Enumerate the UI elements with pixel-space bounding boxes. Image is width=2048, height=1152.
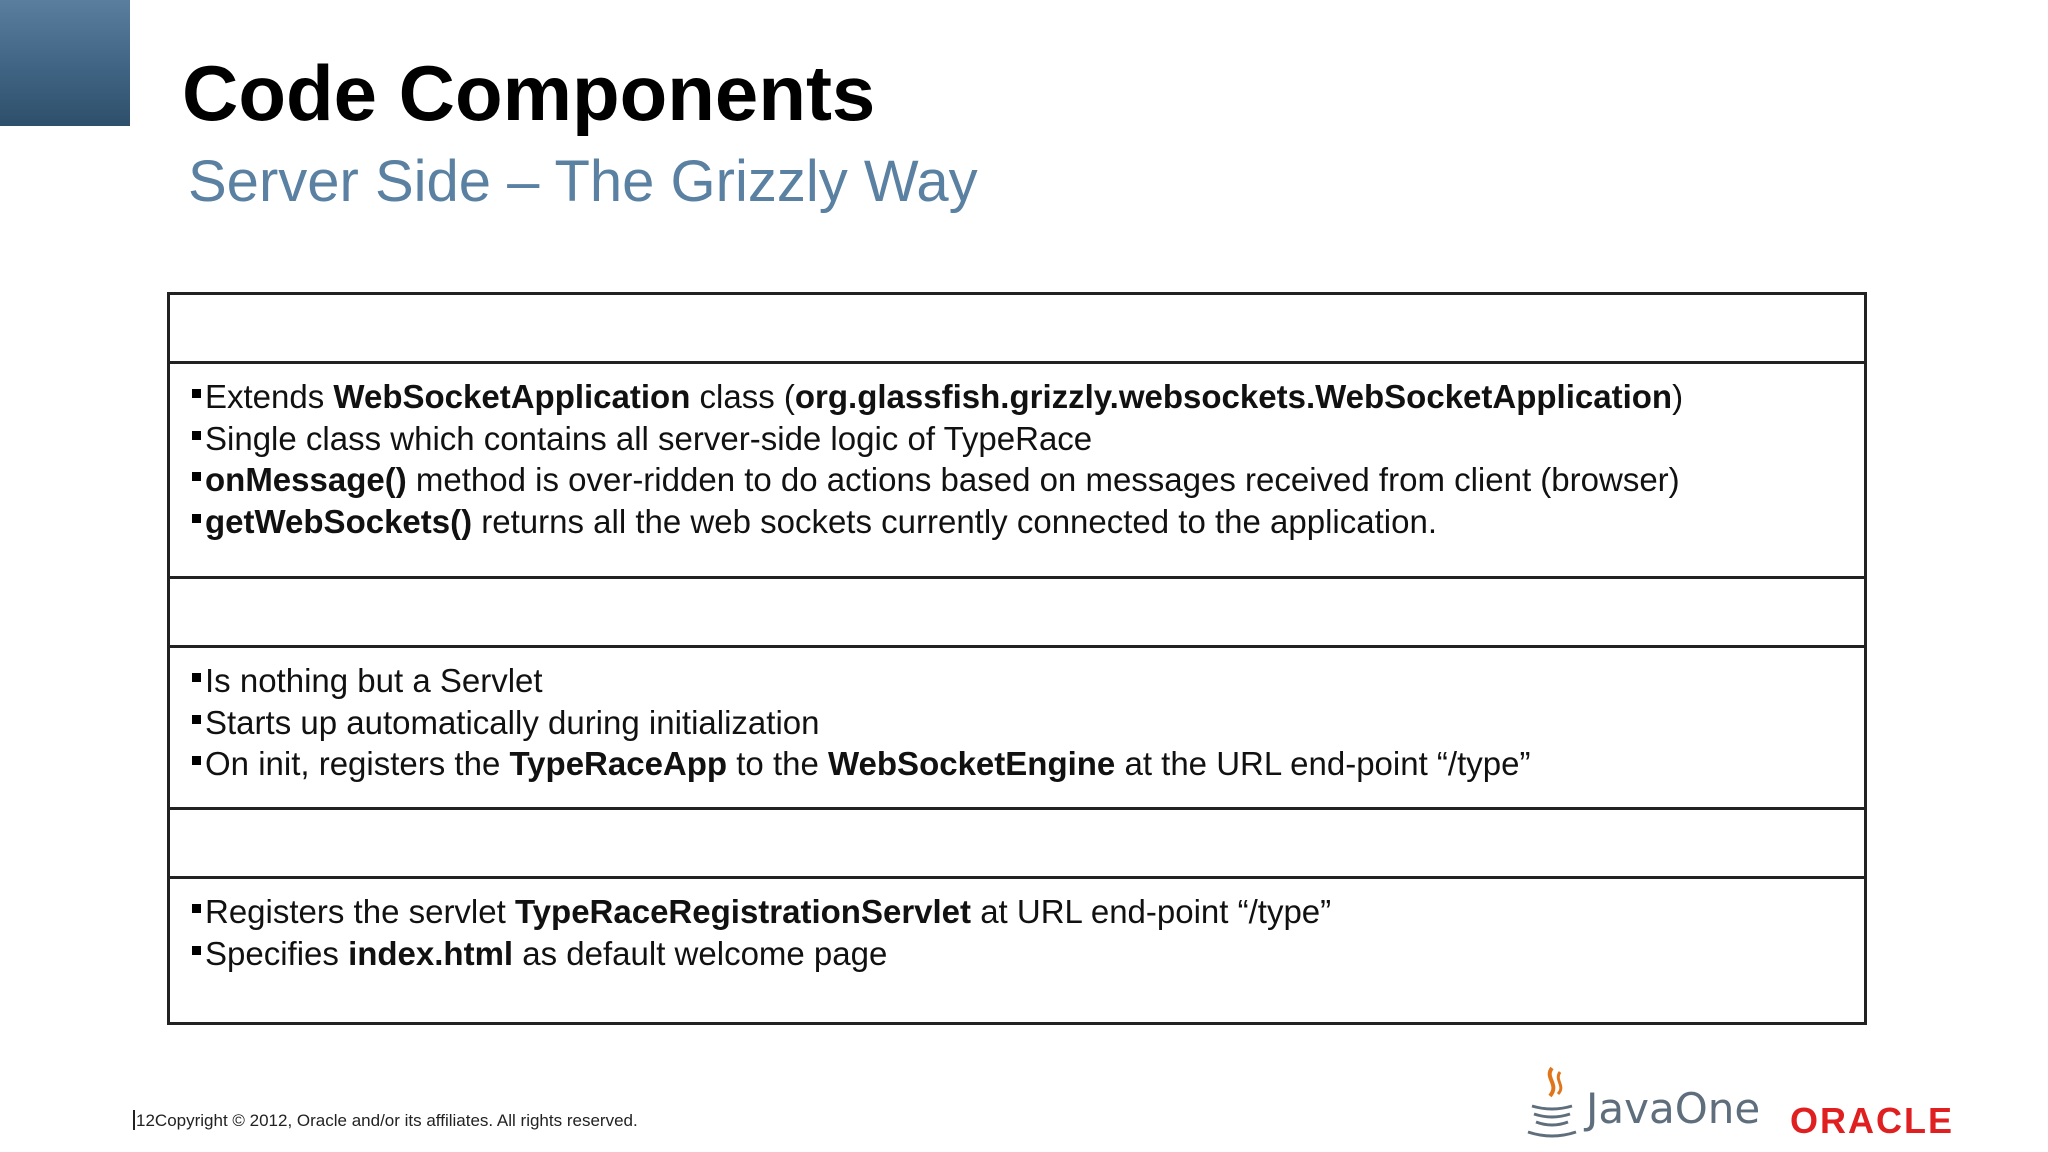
bullet-text-bold: index.html xyxy=(348,934,514,972)
bullet-text-bold: WebSocketEngine xyxy=(828,745,1116,782)
bullet-text: Is nothing but a Servlet xyxy=(205,662,543,699)
bullet-text: method is over-ridden to do actions based on messages received from client (browser) xyxy=(406,461,1680,498)
javaone-logo xyxy=(1522,1062,1762,1142)
bullet-text: at URL end-point “/type” xyxy=(971,893,1332,930)
page-number: 12 xyxy=(136,1111,155,1130)
bullet-text-bold: getWebSockets() xyxy=(205,502,473,540)
table-body-row xyxy=(170,364,1864,579)
content-table xyxy=(167,292,1867,1025)
bullet-item xyxy=(192,743,1842,785)
footer-divider xyxy=(133,1110,135,1130)
java-cup-icon xyxy=(1522,1062,1582,1142)
table-header-row-1 xyxy=(170,295,1864,364)
bullet-text-bold: onMessage() xyxy=(205,461,407,498)
square-bullet-icon xyxy=(192,904,201,913)
table-header-row-2 xyxy=(170,579,1864,648)
bullet-text: Starts up automatically during initialization xyxy=(205,703,820,741)
bullet-item xyxy=(192,376,1842,418)
bullet-text: at the URL end-point “/type” xyxy=(1115,745,1531,782)
bullet-item xyxy=(192,702,1842,744)
bullet-item xyxy=(192,459,1842,501)
oracle-logo: ORACLE xyxy=(1790,1100,1954,1141)
bullet-text: ) xyxy=(1672,378,1684,415)
bullet-text-bold: TypeRaceRegistrationServlet xyxy=(514,893,972,930)
bullet-text: Specifies xyxy=(205,934,349,972)
square-bullet-icon xyxy=(192,946,201,955)
bullet-item xyxy=(192,933,1842,975)
square-bullet-icon xyxy=(192,431,201,440)
javaone-wordmark: JavaOne xyxy=(1586,1084,1761,1133)
slide-title: Code Components xyxy=(182,49,876,137)
slide-subtitle: Server Side – The Grizzly Way xyxy=(188,149,978,214)
square-bullet-icon xyxy=(192,389,201,398)
square-bullet-icon xyxy=(192,673,201,682)
square-bullet-icon xyxy=(192,715,201,724)
square-bullet-icon xyxy=(192,756,201,765)
bullet-text: Extends xyxy=(205,378,334,415)
corner-accent-block xyxy=(0,0,130,126)
bullet-item xyxy=(192,501,1842,543)
bullet-text: returns all the web sockets currently connected to the application. xyxy=(472,502,1437,540)
bullet-text-bold: org.glassfish.grizzly.websockets.WebSocketApplication xyxy=(794,378,1673,415)
footer xyxy=(133,1110,638,1131)
table-body-row xyxy=(170,879,1864,1022)
bullet-text: On init, registers the xyxy=(205,745,510,782)
square-bullet-icon xyxy=(192,472,201,481)
bullet-item xyxy=(192,418,1842,460)
bullet-text: as default welcome page xyxy=(513,934,888,972)
table-body-row xyxy=(170,648,1864,810)
bullet-item xyxy=(192,891,1842,933)
bullet-text-bold: TypeRaceApp xyxy=(509,745,728,782)
bullet-text: Registers the servlet xyxy=(205,893,515,930)
bullet-text: Single class which contains all server-side logic of TypeRace xyxy=(205,419,1093,457)
bullet-text-bold: WebSocketApplication xyxy=(333,378,691,415)
square-bullet-icon xyxy=(192,514,201,523)
bullet-text: to the xyxy=(727,745,828,782)
bullet-item xyxy=(192,660,1842,702)
bullet-text: class ( xyxy=(690,378,795,415)
table-header-row-3 xyxy=(170,810,1864,879)
copyright-text: Copyright © 2012, Oracle and/or its affiliates. All rights reserved. xyxy=(154,1111,638,1130)
